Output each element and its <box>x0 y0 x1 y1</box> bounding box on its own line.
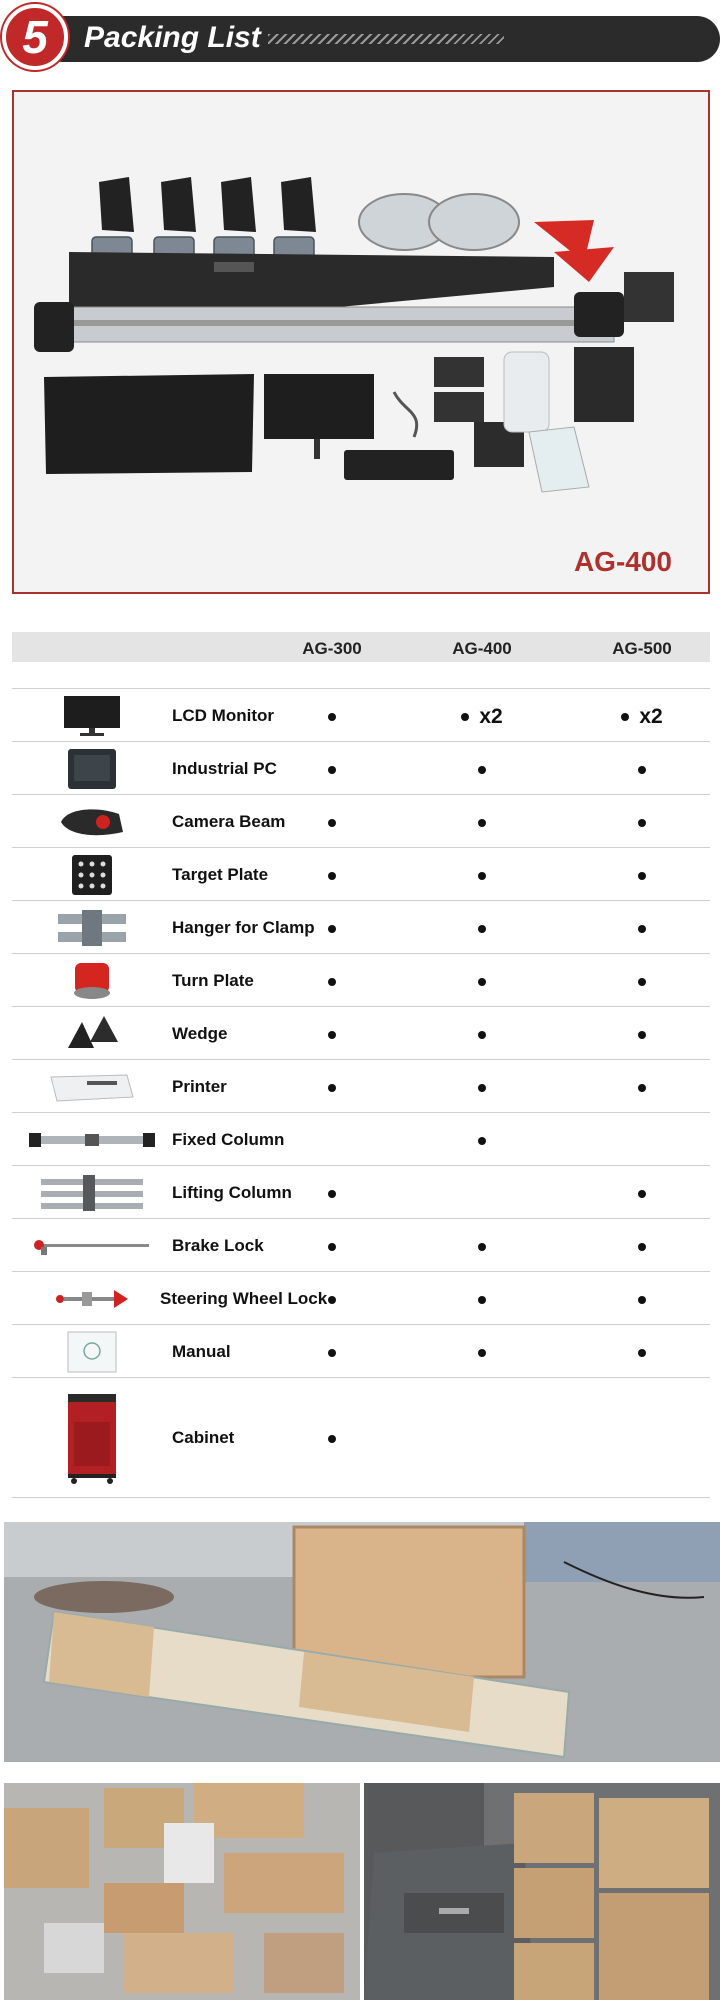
cell-ag400 <box>432 809 532 835</box>
cell-ag500 <box>592 1233 692 1259</box>
model-label: AG-400 <box>573 546 672 577</box>
included-dot <box>478 925 486 933</box>
included-dot <box>328 1031 336 1039</box>
cell-ag300 <box>282 915 382 941</box>
included-dot <box>328 925 336 933</box>
included-dot <box>478 978 486 986</box>
included-dot <box>638 1243 646 1251</box>
cell-ag300 <box>282 1233 382 1259</box>
included-dot <box>638 978 646 986</box>
cell-ag300 <box>282 809 382 835</box>
included-dot <box>328 1190 336 1198</box>
included-dot <box>478 1349 486 1357</box>
table-row <box>12 688 710 741</box>
row-label: Camera Beam <box>172 811 286 831</box>
cell-ag400 <box>432 756 532 782</box>
cell-ag300 <box>282 703 382 729</box>
cell-ag500 <box>592 703 692 729</box>
column-header-ag400: AG-400 <box>452 639 512 658</box>
cell-ag500 <box>592 915 692 941</box>
crates-illustration <box>4 1522 720 1762</box>
included-dot <box>638 1296 646 1304</box>
cabinet-icon <box>22 1382 162 1494</box>
row-label: LCD Monitor <box>172 705 274 725</box>
table-bottom-border <box>12 1497 710 1498</box>
included-dot <box>328 1296 336 1304</box>
cell-ag500 <box>592 1180 692 1206</box>
camera-beam-icon <box>22 799 162 844</box>
included-dot <box>638 1190 646 1198</box>
cell-ag400 <box>432 1127 532 1153</box>
cell-ag400 <box>432 915 532 941</box>
included-dot <box>638 1349 646 1357</box>
cell-ag300 <box>282 1425 382 1451</box>
table-row <box>12 900 710 953</box>
cell-ag500 <box>592 756 692 782</box>
table-row <box>12 1006 710 1059</box>
included-dot <box>478 872 486 880</box>
section-number-badge: 5 <box>2 4 68 70</box>
included-dot <box>478 1137 486 1145</box>
product-illustration <box>14 92 708 592</box>
cell-ag300 <box>282 1339 382 1365</box>
section-header <box>0 0 724 75</box>
row-label: Steering Wheel Lock <box>160 1288 328 1308</box>
lcd-monitor-icon <box>22 693 162 738</box>
row-label: Hanger for Clamp <box>172 917 315 937</box>
column-header-ag300: AG-300 <box>302 639 362 658</box>
included-dot <box>638 925 646 933</box>
table-row <box>12 741 710 794</box>
packed-components-photo <box>4 1783 360 2000</box>
included-dot <box>478 1084 486 1092</box>
table-header <box>12 632 710 662</box>
row-label: Industrial PC <box>172 758 277 778</box>
cell-ag300 <box>282 1021 382 1047</box>
fixed-column-icon <box>22 1117 162 1162</box>
cell-ag500 <box>592 1286 692 1312</box>
included-dot <box>461 713 469 721</box>
product-overview-photo <box>12 90 710 594</box>
table-row <box>12 1059 710 1112</box>
cell-ag500 <box>592 809 692 835</box>
packaging-crates-photo <box>4 1522 720 1762</box>
included-dot <box>328 766 336 774</box>
included-dot <box>638 1084 646 1092</box>
cell-ag400 <box>432 1339 532 1365</box>
row-label: Brake Lock <box>172 1235 264 1255</box>
included-dot <box>328 872 336 880</box>
included-dot <box>328 1084 336 1092</box>
lifting-column-icon <box>22 1170 162 1215</box>
cell-ag500 <box>592 968 692 994</box>
cell-ag400 <box>432 862 532 888</box>
cell-ag300 <box>282 862 382 888</box>
row-label: Manual <box>172 1341 231 1361</box>
cell-ag400 <box>432 968 532 994</box>
cell-ag400 <box>432 703 532 729</box>
included-dot <box>328 978 336 986</box>
cell-ag300 <box>282 756 382 782</box>
row-label: Lifting Column <box>172 1182 292 1202</box>
included-dot <box>478 766 486 774</box>
included-dot <box>638 819 646 827</box>
quantity-label: x2 <box>479 704 503 728</box>
included-dot <box>328 1349 336 1357</box>
table-row <box>12 1218 710 1271</box>
header-hatch-decoration <box>268 34 504 44</box>
table-row <box>12 1377 710 1497</box>
table-row <box>12 953 710 1006</box>
table-row <box>12 1165 710 1218</box>
row-label: Printer <box>172 1076 227 1096</box>
cell-ag400 <box>432 1074 532 1100</box>
table-row <box>12 794 710 847</box>
cell-ag300 <box>282 968 382 994</box>
row-label: Target Plate <box>172 864 269 884</box>
cabinet-illustration <box>364 1783 720 2000</box>
row-label: Cabinet <box>172 1428 235 1447</box>
row-label: Wedge <box>172 1023 228 1043</box>
hanger-clamp-icon <box>22 905 162 950</box>
included-dot <box>478 1031 486 1039</box>
brake-lock-icon <box>22 1223 162 1268</box>
printer-icon <box>22 1064 162 1109</box>
industrial-pc-icon <box>22 746 162 791</box>
table-row <box>12 1271 710 1324</box>
included-dot <box>638 1031 646 1039</box>
manual-icon <box>22 1329 162 1374</box>
included-dot <box>478 1243 486 1251</box>
boxes-illustration <box>4 1783 360 2000</box>
included-dot <box>638 766 646 774</box>
table-row <box>12 847 710 900</box>
cell-ag300 <box>282 1180 382 1206</box>
target-plate-icon <box>22 852 162 897</box>
table-row <box>12 1324 710 1377</box>
cell-ag500 <box>592 1074 692 1100</box>
wedge-icon <box>22 1011 162 1056</box>
cell-ag400 <box>432 1021 532 1047</box>
cabinet-and-crates-photo <box>364 1783 720 2000</box>
cell-ag400 <box>432 1286 532 1312</box>
included-dot <box>638 872 646 880</box>
included-dot <box>328 819 336 827</box>
included-dot <box>621 713 629 721</box>
steering-wheel-lock-icon <box>22 1276 162 1321</box>
row-label: Fixed Column <box>172 1129 285 1149</box>
turn-plate-icon <box>22 958 162 1003</box>
quantity-label: x2 <box>639 704 663 728</box>
included-dot <box>328 1243 336 1251</box>
included-dot <box>478 1296 486 1304</box>
row-label: Turn Plate <box>172 970 254 990</box>
cell-ag500 <box>592 1339 692 1365</box>
included-dot <box>328 713 336 721</box>
cell-ag300 <box>282 1074 382 1100</box>
cell-ag500 <box>592 1021 692 1047</box>
column-header-ag500: AG-500 <box>612 639 672 658</box>
included-dot <box>328 1435 336 1443</box>
table-row <box>12 1112 710 1165</box>
cell-ag500 <box>592 862 692 888</box>
cell-ag400 <box>432 1233 532 1259</box>
section-title: Packing List <box>84 21 261 54</box>
included-dot <box>478 819 486 827</box>
cell-ag300 <box>282 1286 382 1312</box>
